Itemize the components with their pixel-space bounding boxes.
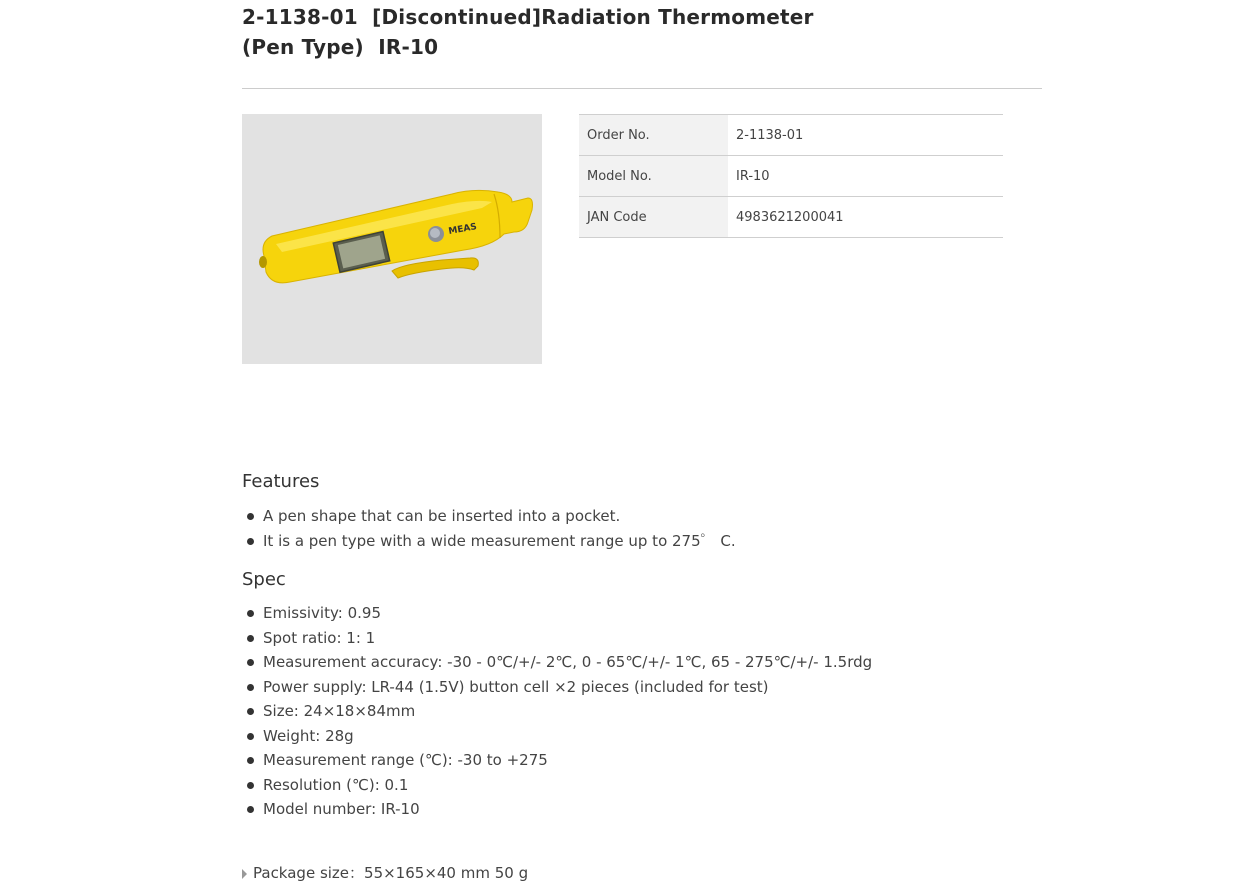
model-no-value: IR-10 <box>728 156 1003 197</box>
spec-text: Emissivity: 0.95 <box>263 604 381 622</box>
list-item <box>242 601 872 626</box>
triangle-right-icon <box>242 869 247 879</box>
spec-text: Measurement accuracy: -30 - 0℃/+/- 2℃, 0 - 65℃/+/- 1℃, 65 - 275℃/+/- 1.5rdg <box>263 653 873 671</box>
list-item <box>242 675 872 700</box>
product-title <box>242 2 862 62</box>
bullet-icon <box>247 806 254 813</box>
spec-list <box>242 601 872 822</box>
list-item <box>242 626 872 651</box>
product-image <box>242 114 542 364</box>
order-no-value: 2-1138-01 <box>728 115 1003 156</box>
list-item <box>242 797 872 822</box>
product-spec-table <box>579 114 1003 238</box>
list-item <box>242 650 872 675</box>
list-item <box>242 529 736 554</box>
bullet-icon <box>247 733 254 740</box>
package-size <box>242 862 528 883</box>
thermometer-illustration <box>242 114 542 364</box>
bullet-icon <box>247 538 254 545</box>
bullet-icon <box>247 610 254 617</box>
spec-text: Measurement range (℃): -30 to +275 <box>263 751 548 769</box>
spec-text: Power supply: LR-44 (1.5V) button cell ×2 pieces (included for test) <box>263 677 769 696</box>
spec-text: Spot ratio: 1: 1 <box>263 628 376 647</box>
feature-text: A pen shape that can be inserted into a pocket. <box>263 507 621 525</box>
spec-text: Weight: 28g <box>263 726 354 745</box>
list-item <box>242 724 872 749</box>
spec-text: Resolution (℃): 0.1 <box>263 775 409 794</box>
bullet-icon <box>247 782 254 789</box>
features-heading: Features <box>242 471 320 492</box>
feature-text: It is a pen type with a wide measurement range up to 275゜ C. <box>263 531 736 550</box>
features-list <box>242 504 736 553</box>
table-row <box>579 156 1003 197</box>
meas-label: MEAS <box>447 222 478 237</box>
title-divider <box>242 88 1042 89</box>
spec-text: Model number: IR-10 <box>263 800 420 818</box>
jan-code-value: 4983621200041 <box>728 197 1003 238</box>
bullet-icon <box>247 635 254 642</box>
jan-code-label: JAN Code <box>579 197 728 238</box>
bullet-icon <box>247 659 254 666</box>
package-size-text: Package size：55×165×40 mm 50 g <box>253 864 529 882</box>
table-row <box>579 197 1003 238</box>
list-item <box>242 748 872 773</box>
list-item <box>242 773 872 798</box>
order-no-label: Order No. <box>579 115 728 156</box>
table-row <box>579 115 1003 156</box>
spec-text: Size: 24×18×84mm <box>263 702 416 720</box>
bullet-icon <box>247 708 254 715</box>
list-item <box>242 504 736 529</box>
product-title-line-2: (Pen Type) IR-10 <box>242 35 439 59</box>
list-item <box>242 699 872 724</box>
product-title-line-1: 2-1138-01 [Discontinued]Radiation Thermometer <box>242 5 814 29</box>
bullet-icon <box>247 757 254 764</box>
bullet-icon <box>247 684 254 691</box>
bullet-icon <box>247 513 254 520</box>
model-no-label: Model No. <box>579 156 728 197</box>
spec-heading: Spec <box>242 569 286 590</box>
